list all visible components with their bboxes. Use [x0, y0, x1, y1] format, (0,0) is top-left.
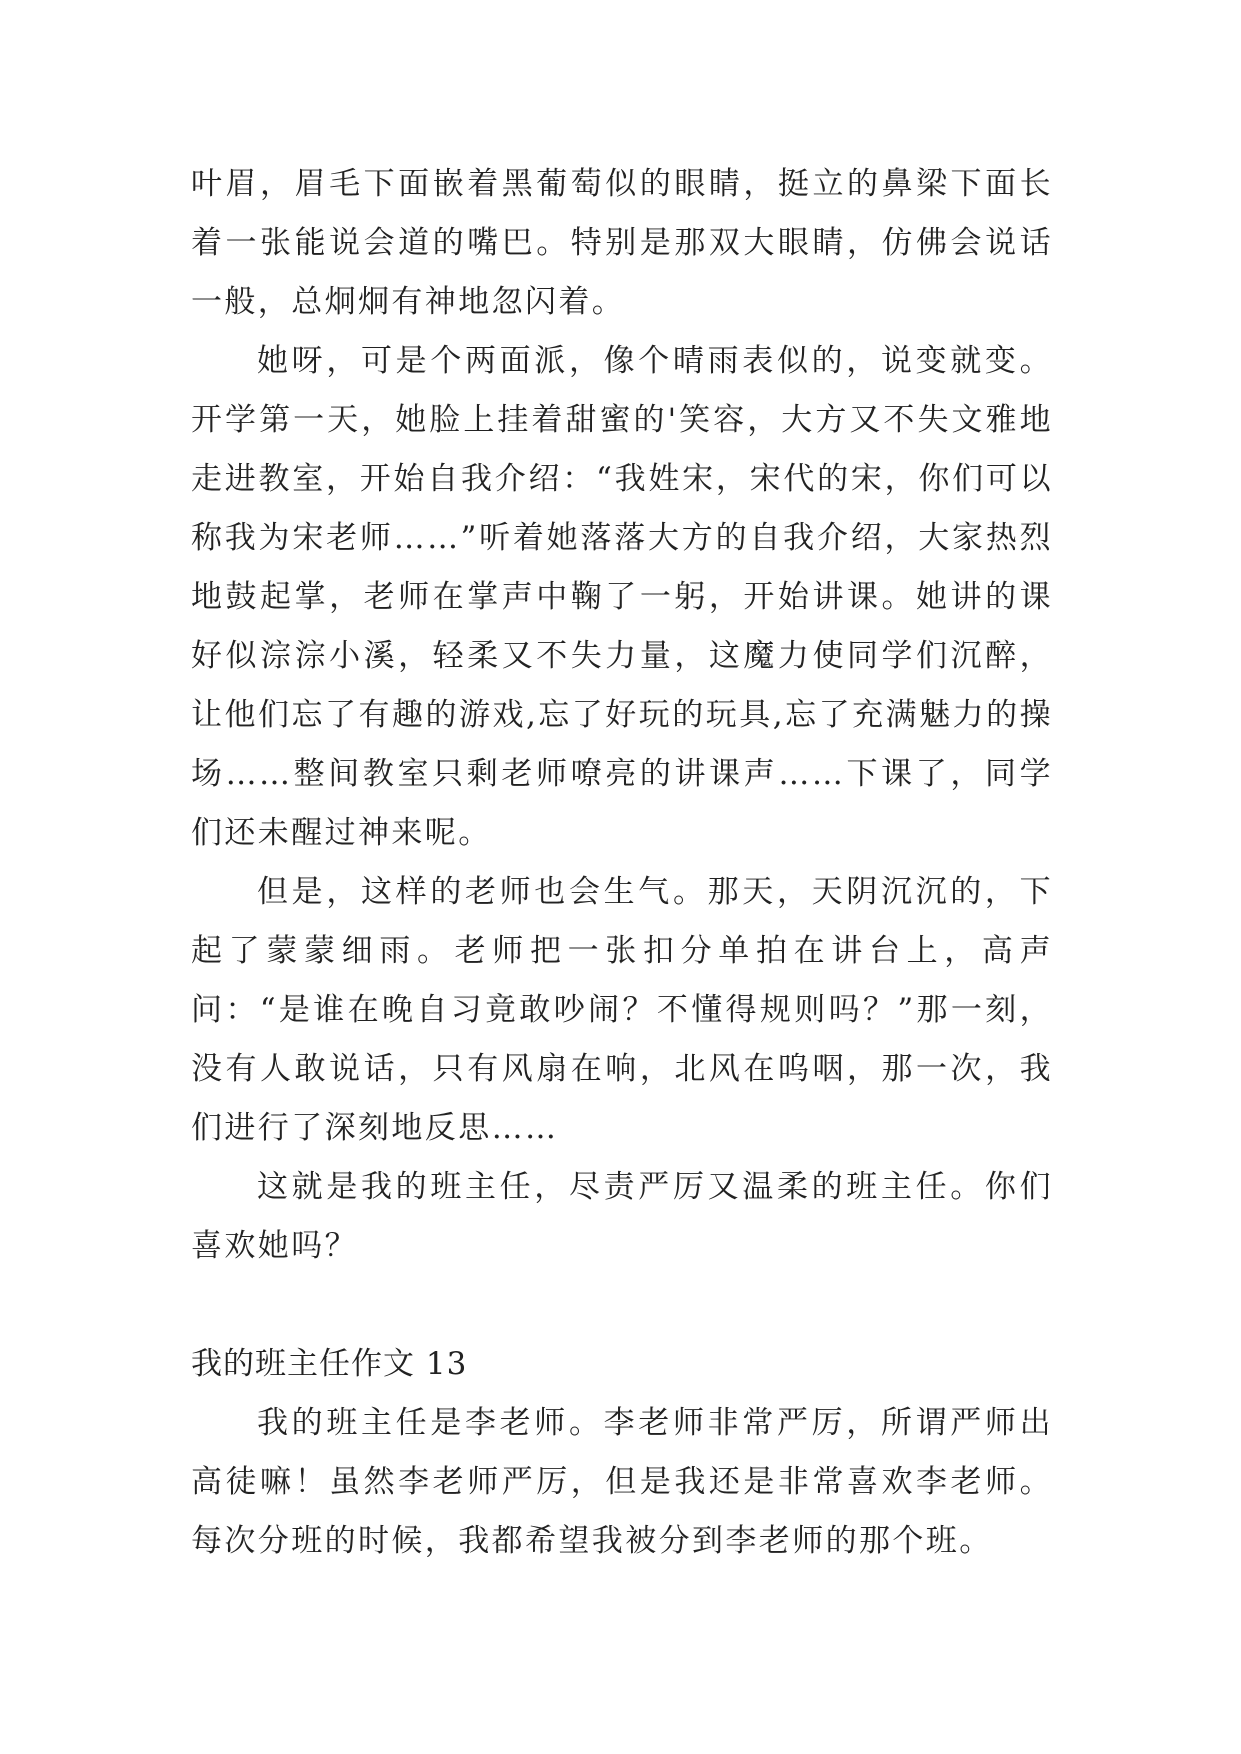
document-page	[191, 155, 1053, 1571]
paragraph-continued: 叶眉，眉毛下面嵌着黑葡萄似的眼睛，挺立的鼻梁下面长着一张能说会道的嘴巴。特别是那双大眼睛，仿佛会说话一般，总炯炯有神地忽闪着。	[191, 166, 1053, 320]
paragraph-teacher-li: 我的班主任是李老师。李老师非常严厉，所谓严师出高徒嘛！虽然李老师严厉，但是我还是非常喜欢李老师。每次分班的时候，我都希望我被分到李老师的那个班。	[191, 1405, 1053, 1559]
paragraph-angry: 但是，这样的老师也会生气。那天，天阴沉沉的，下起了蒙蒙细雨。老师把一张扣分单拍在讲台上，高声问：“是谁在晚自习竟敢吵闹？不懂得规则吗？”那一刻，没有人敢说话，只有风扇在响，北风在呜咽，那一次，我们进行了深刻地反思……	[191, 874, 1053, 1146]
paragraph-conclusion: 这就是我的班主任，尽责严厉又温柔的班主任。你们喜欢她吗？	[191, 1169, 1053, 1264]
section-spacer	[191, 1276, 1053, 1335]
section-title: 我的班主任作文 13	[191, 1346, 468, 1382]
paragraph-two-faced: 她呀，可是个两面派，像个晴雨表似的，说变就变。开学第一天，她脸上挂着甜蜜的'笑容，大方又不失文雅地走进教室，开始自我介绍：“我姓宋，宋代的宋，你们可以称我为宋老师……”听着她落落大方的自我介绍，大家热烈地鼓起掌，老师在掌声中鞠了一躬，开始讲课。她讲的课好似淙淙小溪，轻柔又不失力量，这魔力使同学们沉醉，让他们忘了有趣的游戏,忘了好玩的玩具,忘了充满魅力的操场……整间教室只剩老师嘹亮的讲课声……下课了，同学们还未醒过神来呢。	[191, 343, 1053, 851]
